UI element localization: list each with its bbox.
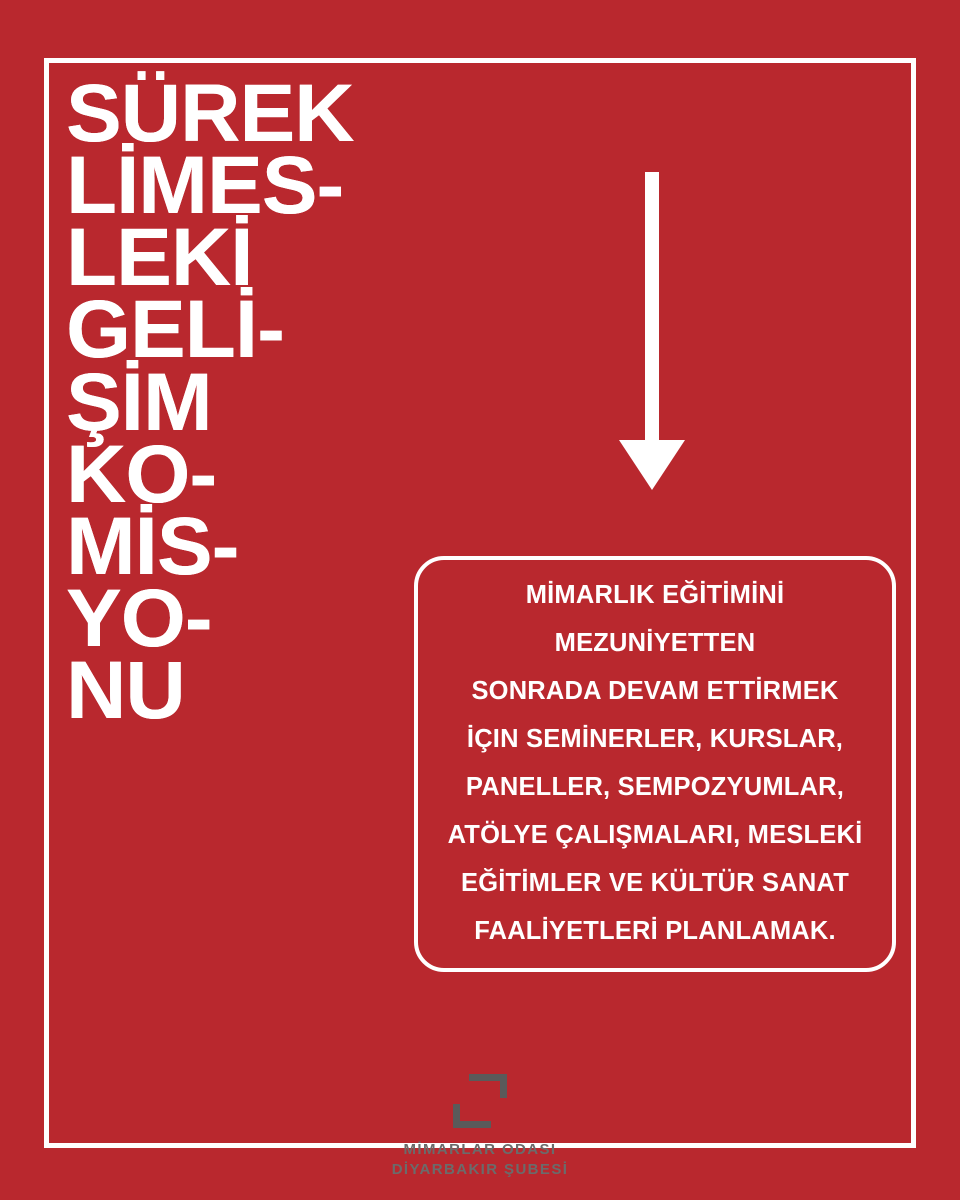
callout-line: ATÖLYE ÇALIŞMALARI, MESLEKİ: [447, 820, 863, 849]
headline-line: KO-: [66, 428, 217, 520]
headline-line: SÜREK: [66, 68, 354, 159]
logo-notch-left: [453, 1074, 469, 1104]
organization-name-line-1: MİMARLAR ODASI: [403, 1140, 557, 1158]
callout-line: MİMARLIK EĞİTİMİNİ: [525, 581, 785, 610]
arrow-shaft: [645, 172, 659, 452]
headline-line: LİMES-: [66, 140, 344, 232]
headline-block: [66, 68, 466, 737]
arrow-head: [619, 440, 685, 490]
callout-line: PANELLER, SEMPOZYUMLAR,: [465, 773, 845, 801]
headline-line: NU: [66, 645, 185, 737]
down-arrow-icon: [612, 172, 692, 512]
footer-block: [0, 1074, 960, 1181]
callout-line: MEZUNİYETTEN: [554, 629, 756, 658]
callout-line: FAALİYETLERİ PLANLAMAK.: [474, 916, 836, 945]
mimarlar-odasi-logo-icon: [453, 1074, 507, 1128]
headline-line: YO-: [66, 573, 212, 665]
headline-line: ŞİM: [66, 356, 212, 448]
callout-line: İÇIN SEMİNERLER, KURSLAR,: [466, 725, 844, 754]
headline-line: LEKİ: [66, 212, 253, 304]
callout-line: EĞİTİMLER VE KÜLTÜR SANAT: [461, 868, 849, 897]
headline-line: MİS-: [66, 500, 239, 592]
logo-notch-right: [491, 1098, 507, 1128]
callout-box: [414, 556, 896, 972]
headline-line: GELİ-: [66, 284, 284, 376]
callout-line: SONRADA DEVAM ETTİRMEK: [471, 677, 839, 706]
organization-name-line-2: DİYARBAKIR ŞUBESİ: [391, 1160, 569, 1178]
